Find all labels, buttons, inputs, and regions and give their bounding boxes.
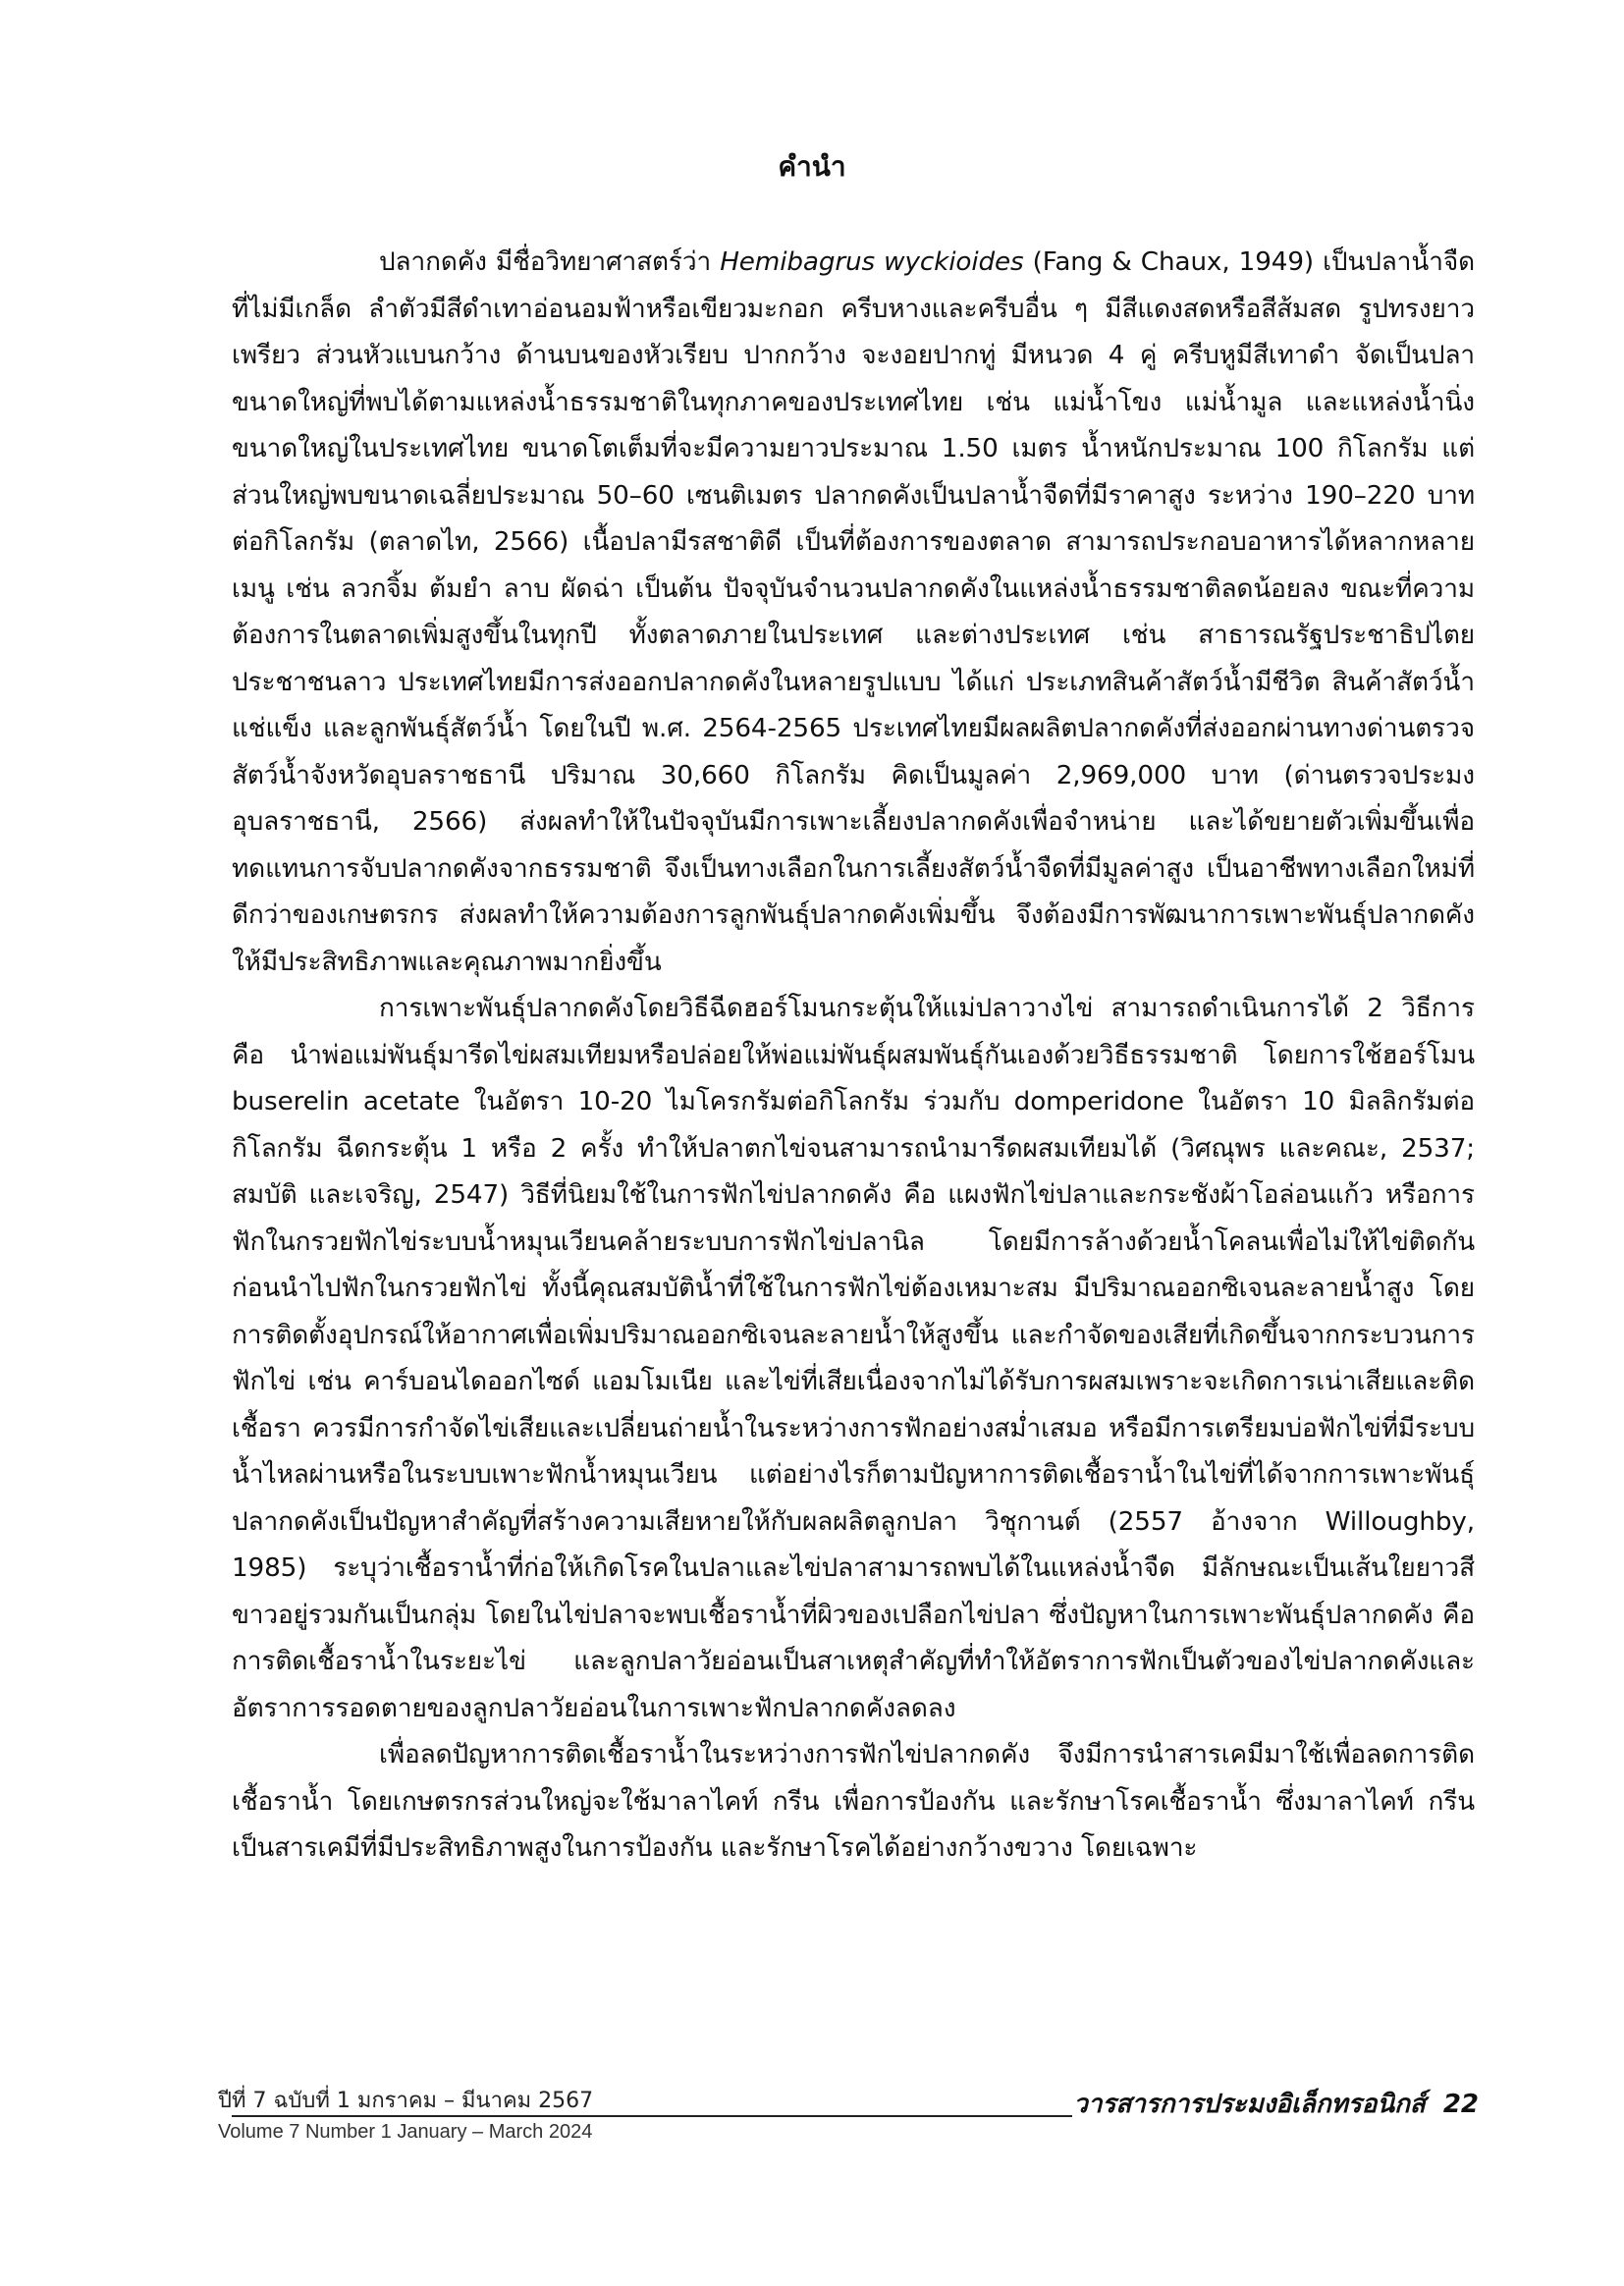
footer-issue-thai: ปีที่ 7 ฉบับที่ 1 มกราคม – มีนาคม 2567 [218, 2089, 594, 2113]
paragraph-intro [232, 240, 1475, 986]
scientific-name: Hemibagrus wyckioides [720, 247, 1024, 277]
page-number: 22 [1442, 2090, 1479, 2119]
paragraph-intro-rest: (Fang & Chaux, 1949) เป็นปลาน้ำจืดที่ไม่มีเกล็ด ลำตัวมีสีดำเทาอ่อนอมฟ้าหรือเขียวมะกอก ครีบหางและครีบอื่น ๆ มีสีแดงสดหรือสีส้มสด รูปทรงยาวเพรียว ส่วนหัวแบนกว้าง ด้านบนของหัวเรียบ ปากกว้าง จะงอยปากทู่ มีหนวด 4 คู่ ครีบหูมีสีเทาดำ จัดเป็นปลาขนาดใหญ่ที่พบได้ตามแหล่งน้ำธรรมชาติในทุกภาคของประเทศไทย เช่น แม่น้ำโขง แม่น้ำมูล และแหล่งน้ำนิ่งขนาดใหญ่ในประเทศไทย ขนาดโตเต็มที่จะมีความยาวประมาณ 1.50 เมตร น้ำหนักประมาณ 100 กิโลกรัม แต่ส่วนใหญ่พบขนาดเฉลี่ยประมาณ 50–60 เซนติเมตร ปลากดคังเป็นปลาน้ำจืดที่มีราคาสูง ระหว่าง 190–220 บาทต่อกิโลกรัม (ตลาดไท, 2566) เนื้อปลามีรสชาติดี เป็นที่ต้องการของตลาด สามารถประกอบอาหารได้หลากหลายเมนู เช่น ลวกจิ้ม ต้มยำ ลาบ ผัดฉ่า เป็นต้น ปัจจุบันจำนวนปลากดคังในแหล่งน้ำธรรมชาติลดน้อยลง ขณะที่ความต้องการในตลาดเพิ่มสูงขึ้นในทุกปี ทั้งตลาดภายในประเทศ และต่างประเทศ เช่น สาธารณรัฐประชาธิปไตยประชาชนลาว ประเทศไทยมีการส่งออกปลากดคังในหลายรูปแบบ ได้แก่ ประเภทสินค้าสัตว์น้ำมีชีวิต สินค้าสัตว์น้ำแช่แข็ง และลูกพันธุ์สัตว์น้ำ โดยในปี พ.ศ. 2564-2565 ประเทศไทยมีผลผลิตปลากดคังที่ส่งออกผ่านทางด่านตรวจสัตว์น้ำจังหวัดอุบลราชธานี ปริมาณ 30,660 กิโลกรัม คิดเป็นมูลค่า 2,969,000 บาท (ด่านตรวจประมงอุบลราชธานี, 2566) ส่งผลทำให้ในปัจจุบันมีการเพาะเลี้ยงปลากดคังเพื่อจำหน่าย และได้ขยายตัวเพิ่มขึ้นเพื่อทดแทนการจับปลากดคังจากธรรมชาติ จึงเป็นทางเลือกในการเลี้ยงสัตว์น้ำจืดที่มีมูลค่าสูง เป็นอาชีพทางเลือกใหม่ที่ดีกว่าของเกษตรกร ส่งผลทำให้ความต้องการลูกพันธุ์ปลากดคังเพิ่มขึ้น จึงต้องมีการพัฒนาการเพาะพันธุ์ปลากดคังให้มีประสิทธิภาพและคุณภาพมากยิ่งขึ้น [232, 247, 1475, 977]
footer-journal [1073, 2088, 1479, 2121]
journal-name: วารสารการประมงอิเล็กทรอนิกส์ [1073, 2090, 1426, 2119]
body-text [232, 240, 1475, 1873]
footer-issue-english: Volume 7 Number 1 January – March 2024 [218, 2121, 593, 2143]
paragraph-breeding: การเพาะพันธุ์ปลากดคังโดยวิธีฉีดฮอร์โมนกระตุ้นให้แม่ปลาวางไข่ สามารถดำเนินการได้ 2 วิธีการ คือ นำพ่อแม่พันธุ์มารีดไข่ผสมเทียมหรือปล่อยให้พ่อแม่พันธุ์ผสมพันธุ์กันเองด้วยวิธีธรรมชาติ โดยการใช้ฮอร์โมน buserelin acetate ในอัตรา 10-20 ไมโครกรัมต่อกิโลกรัม ร่วมกับ domperidone ในอัตรา 10 มิลลิกรัมต่อกิโลกรัม ฉีดกระตุ้น 1 หรือ 2 ครั้ง ทำให้ปลาตกไข่จนสามารถนำมารีดผสมเทียมได้ (วิศณุพร และคณะ, 2537; สมบัติ และเจริญ, 2547) วิธีที่นิยมใช้ในการฟักไข่ปลากดคัง คือ แผงฟักไข่ปลาและกระชังผ้าโอล่อนแก้ว หรือการฟักในกรวยฟักไข่ระบบน้ำหมุนเวียนคล้ายระบบการฟักไข่ปลานิล โดยมีการล้างด้วยน้ำโคลนเพื่อไม่ให้ไข่ติดกัน ก่อนนำไปฟักในกรวยฟักไข่ ทั้งนี้คุณสมบัติน้ำที่ใช้ในการฟักไข่ต้องเหมาะสม มีปริมาณออกซิเจนละลายน้ำสูง โดยการติดตั้งอุปกรณ์ให้อากาศเพื่อเพิ่มปริมาณออกซิเจนละลายน้ำให้สูงขึ้น และกำจัดของเสียที่เกิดขึ้นจากกระบวนการฟักไข่ เช่น คาร์บอนไดออกไซด์ แอมโมเนีย และไข่ที่เสียเนื่องจากไม่ได้รับการผสมเพราะจะเกิดการเน่าเสียและติดเชื้อรา ควรมีการกำจัดไข่เสียและเปลี่ยนถ่ายน้ำในระหว่างการฟักอย่างสม่ำเสมอ หรือมีการเตรียมบ่อฟักไข่ที่มีระบบน้ำไหลผ่านหรือในระบบเพาะฟักน้ำหมุนเวียน แต่อย่างไรก็ตามปัญหาการติดเชื้อราน้ำในไข่ที่ได้จากการเพาะพันธุ์ปลากดคังเป็นปัญหาสำคัญที่สร้างความเสียหายให้กับผลผลิตลูกปลา วิชุกานต์ (2557 อ้างจาก Willoughby, 1985) ระบุว่าเชื้อราน้ำที่ก่อให้เกิดโรคในปลาและไข่ปลาสามารถพบได้ในแหล่งน้ำจืด มีลักษณะเป็นเส้นใยยาวสีขาวอยู่รวมกันเป็นกลุ่ม โดยในไข่ปลาจะพบเชื้อราน้ำที่ผิวของเปลือกไข่ปลา ซึ่งปัญหาในการเพาะพันธุ์ปลากดคัง คือ การติดเชื้อราน้ำในระยะไข่ และลูกปลาวัยอ่อนเป็นสาเหตุสำคัญที่ทำให้อัตราการฟักเป็นตัวของไข่ปลากดคังและอัตราการรอดตายของลูกปลาวัยอ่อนในการเพาะฟักปลากดคังลดลง [232, 994, 1475, 1723]
footer-divider [232, 2115, 1072, 2117]
paragraph-intro-lead: ปลากดคัง มีชื่อวิทยาศาสตร์ว่า [379, 247, 721, 277]
paragraph-fungal-control: เพื่อลดปัญหาการติดเชื้อราน้ำในระหว่างการฟักไข่ปลากดคัง จึงมีการนำสารเคมีมาใช้เพื่อลดการติดเชื้อราน้ำ โดยเกษตรกรส่วนใหญ่จะใช้มาลาไคท์ กรีน เพื่อการป้องกัน และรักษาโรคเชื้อราน้ำ ซึ่งมาลาไคท์ กรีนเป็นสารเคมีที่มีประสิทธิภาพสูงในการป้องกัน และรักษาโรคได้อย่างกว้างขวาง โดยเฉพาะ [232, 1740, 1475, 1863]
page-title: คำนำ [778, 150, 846, 183]
